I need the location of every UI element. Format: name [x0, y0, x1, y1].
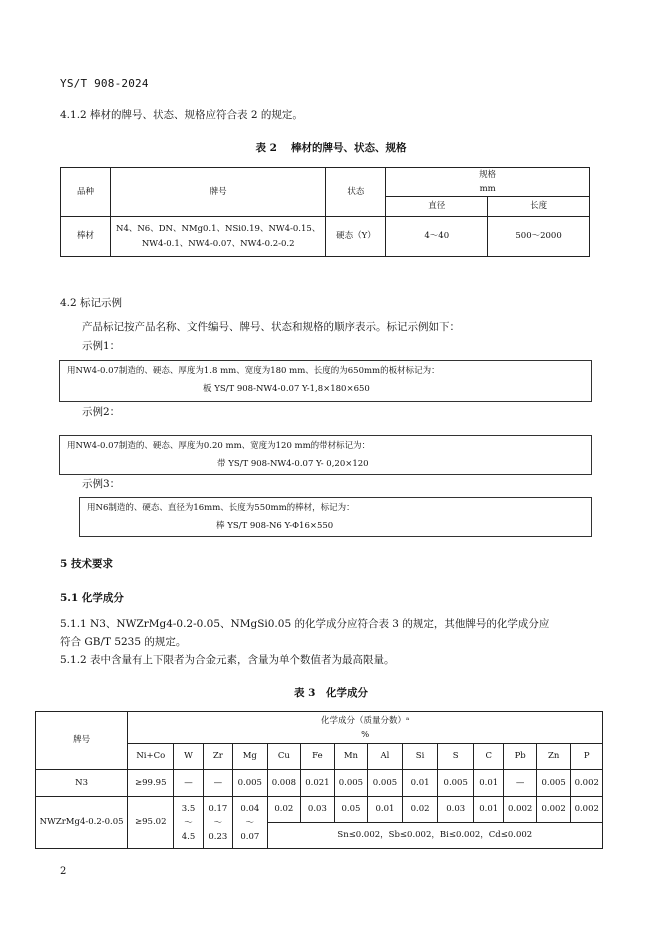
t3-el: P [571, 744, 603, 770]
t3-el: Mg [233, 744, 268, 770]
t3-el: Si [402, 744, 438, 770]
clause-5-1-2: 5.1.2 表中含量有上下限者为合金元素，含量为单个数值者为最高限量。 [60, 654, 395, 666]
t3-cell: — [203, 770, 232, 797]
t3-cell: 0.002 [571, 770, 603, 797]
t3-row2-w: 3.5 ～ 4.5 [174, 797, 203, 849]
example-3-box: 用N6制造的、硬态、直径为16mm、长度为550mm的棒材，标记为： 棒 YS/T 908-N6 Y-Φ16×550 [79, 497, 592, 537]
t3-cell: 0.005 [536, 770, 571, 797]
t3-cell: 0.002 [571, 797, 603, 823]
t3-el: S [438, 744, 474, 770]
example-2-label: 示例2： [82, 406, 121, 418]
section-5-1-title: 5.1 化学成分 [60, 592, 124, 604]
t3-cell: 0.005 [438, 770, 474, 797]
t3-cell: 0.02 [402, 797, 438, 823]
t2-head-spec: 规格 mm [386, 168, 590, 197]
t3-el: C [474, 744, 504, 770]
t2-head-variety: 品种 [61, 168, 111, 217]
t3-row2-note: Sn≤0.002，Sb≤0.002，Bi≤0.002，Cd≤0.002 [267, 823, 602, 849]
t3-row2-mg: 0.04 ～ 0.07 [233, 797, 268, 849]
t3-cell: 0.01 [474, 770, 504, 797]
t3-el: Zn [536, 744, 571, 770]
section-4-2-title: 4.2 标记示例 [60, 297, 123, 309]
t3-cell: 0.008 [267, 770, 301, 797]
t3-cell: 0.03 [438, 797, 474, 823]
t3-cell: 0.005 [368, 770, 403, 797]
t3-el: Pb [504, 744, 536, 770]
example-1-box: 用NW4-0.07制造的、硬态、厚度为1.8 mm、宽度为180 mm、长度的为650mm的板材标记为： 板 YS/T 908-NW4-0.07 Y-1,8×180×650 [59, 360, 592, 402]
t3-head-grade: 牌号 [36, 712, 128, 770]
table-row [36, 770, 603, 797]
t2-grades: N4、N6、DN、NMg0.1、NSi0.19、NW4-0.15、 NW4-0.1、NW4-0.07、NW4-0.2-0.2 [110, 217, 326, 257]
t3-cell: 0.01 [368, 797, 403, 823]
t3-row2-zr: 0.17 ～ 0.23 [203, 797, 232, 849]
t3-cell: — [174, 770, 203, 797]
t3-el: Zr [203, 744, 232, 770]
table3 [35, 711, 603, 849]
section-4-2-intro: 产品标记按产品名称、文件编号、牌号、状态和规格的顺序表示。标记示例如下： [82, 321, 460, 333]
t3-cell: — [504, 770, 536, 797]
clause-5-1-1-line2: 符合 GB/T 5235 的规定。 [60, 636, 187, 648]
table2-caption: 表 2 棒材的牌号、状态、规格 [255, 142, 407, 154]
t3-cell: 0.005 [233, 770, 268, 797]
t2-diameter: 4～40 [386, 217, 488, 257]
document-code: YS/T 908-2024 [60, 77, 149, 90]
t2-head-grade: 牌号 [110, 168, 326, 217]
t3-cell: 0.005 [334, 770, 368, 797]
t3-cell: 0.002 [536, 797, 571, 823]
section-5-title: 5 技术要求 [60, 558, 113, 570]
t3-el: W [174, 744, 203, 770]
clause-4-1-2: 4.1.2 棒材的牌号、状态、规格应符合表 2 的规定。 [60, 109, 303, 121]
page-number: 2 [60, 866, 67, 877]
example-3-label: 示例3： [82, 478, 121, 490]
t3-el: Mn [334, 744, 368, 770]
table-row [36, 797, 603, 823]
t2-head-diameter: 直径 [386, 197, 488, 217]
t3-cell: 0.002 [504, 797, 536, 823]
t3-el: Ni+Co [128, 744, 174, 770]
t2-variety: 棒材 [61, 217, 111, 257]
t3-row2-nico: ≥95.02 [128, 797, 174, 849]
t2-head-length: 长度 [488, 197, 590, 217]
t3-head-composition: 化学成分（质量分数）ᵃ % [128, 712, 603, 744]
example-2-box: 用NW4-0.07制造的、硬态、厚度为0.20 mm、宽度为120 mm的带材标记为： 带 YS/T 908-NW4-0.07 Y- 0,20×120 [59, 435, 592, 475]
example-1-label: 示例1： [82, 340, 121, 352]
t3-cell: 0.021 [301, 770, 335, 797]
t3-el: Fe [301, 744, 335, 770]
t3-row1-grade: N3 [36, 770, 128, 797]
t2-length: 500～2000 [488, 217, 590, 257]
t3-row2-grade: NWZrMg4-0.2-0.05 [36, 797, 128, 849]
t3-cell: ≥99.95 [128, 770, 174, 797]
t3-cell: 0.03 [301, 797, 335, 823]
t3-cell: 0.01 [402, 770, 438, 797]
table2 [60, 167, 590, 257]
t3-cell: 0.01 [474, 797, 504, 823]
table3-caption: 表 3 化学成分 [294, 687, 368, 699]
t3-el: Cu [267, 744, 301, 770]
t3-cell: 0.05 [334, 797, 368, 823]
clause-5-1-1-line1: 5.1.1 N3、NWZrMg4-0.2-0.05、NMgSi0.05 的化学成分应符合表 3 的规定，其他牌号的化学成分应 [60, 618, 550, 630]
t3-cell: 0.02 [267, 797, 301, 823]
t3-el: Al [368, 744, 403, 770]
t2-head-temper: 状态 [326, 168, 386, 217]
t2-temper: 硬态（Y） [326, 217, 386, 257]
